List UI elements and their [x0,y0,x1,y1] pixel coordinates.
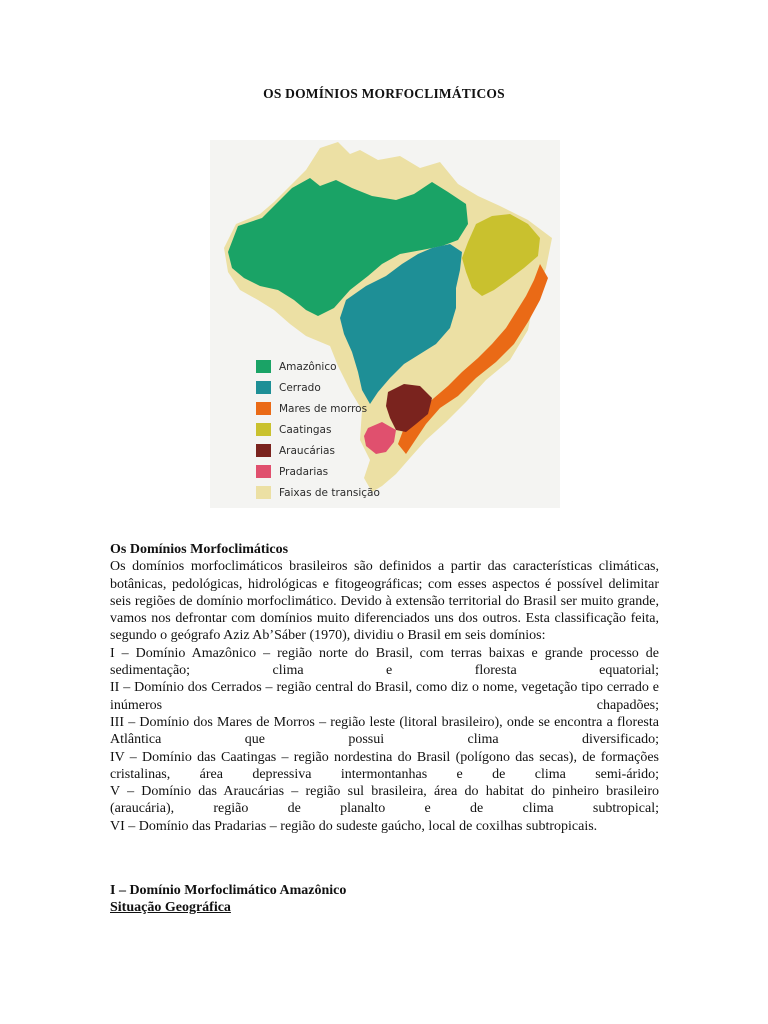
section-domains-overview [110,541,659,835]
legend-label: Amazônico [279,360,337,373]
domain-item-caatingas: IV – Domínio das Caatingas – região nordestina do Brasil (polígono das secas), de formações cristalinas, área depressiva intermontanhas e de clima semi-árido; [110,749,659,782]
legend-swatch [256,423,271,436]
legend-item [256,461,380,482]
legend-item [256,419,380,440]
section-heading: Os Domínios Morfoclimáticos [110,542,289,557]
subheading-situacao-geografica: Situação Geográfica [110,900,231,916]
legend-label: Mares de morros [279,402,368,415]
legend-label: Araucárias [279,444,335,457]
legend-label: Pradarias [279,465,329,478]
brazil-domains-map [210,140,560,508]
domain-item-pradarias: VI – Domínio das Pradarias – região do sudeste gaúcho, local de coxilhas subtropicais. [110,818,598,834]
legend-item [256,398,380,419]
domain-item-araucarias: V – Domínio das Araucárias – região sul brasileira, área do habitat do pinheiro brasileiro (araucária), região de planalto e de clima subtropical; [110,784,659,817]
legend-swatch [256,486,271,499]
map-legend [256,356,380,503]
legend-label: Faixas de transição [279,486,380,499]
legend-item [256,440,380,461]
domain-item-amazonico: I – Domínio Amazônico – região norte do Brasil, com terras baixas e grande processo de sedimentação; clima e floresta equatorial; [110,645,659,679]
intro-paragraph: Os domínios morfoclimáticos brasileiros são definidos a partir das características climáticas, botânicas, pedológicas, hidrológicas e fitogeográficas; com esses aspectos é possível delimitar seis regiões de domínio morfoclimático. Devido à extensão territorial do Brasil ser muito grande, vamos nos defrontar com domínios muito diferenciados uns dos outros. Esta classificação feita, segundo o geógrafo Aziz Ab’Sáber (1970), dividiu o Brasil em seis domínios: [110,559,659,644]
legend-swatch [256,444,271,457]
section-amazonico [110,882,659,917]
legend-item [256,482,380,503]
legend-swatch [256,381,271,394]
page-title: OS DOMÍNIOS MORFOCLIMÁTICOS [263,86,505,101]
legend-item [256,377,380,398]
legend-item [256,356,380,377]
legend-label: Caatingas [279,423,332,436]
legend-swatch [256,402,271,415]
domain-item-cerrados: II – Domínio dos Cerrados – região central do Brasil, como diz o nome, vegetação tipo cerrado e inúmeros chapadões; [110,680,659,713]
domain-item-mares-morros: III – Domínio dos Mares de Morros – região leste (litoral brasileiro), onde se encontra a floresta Atlântica que possui clima diversificado; [110,714,659,748]
section-heading-amazonico: I – Domínio Morfoclimático Amazônico [110,883,347,898]
legend-swatch [256,465,271,478]
legend-label: Cerrado [279,381,321,394]
legend-swatch [256,360,271,373]
